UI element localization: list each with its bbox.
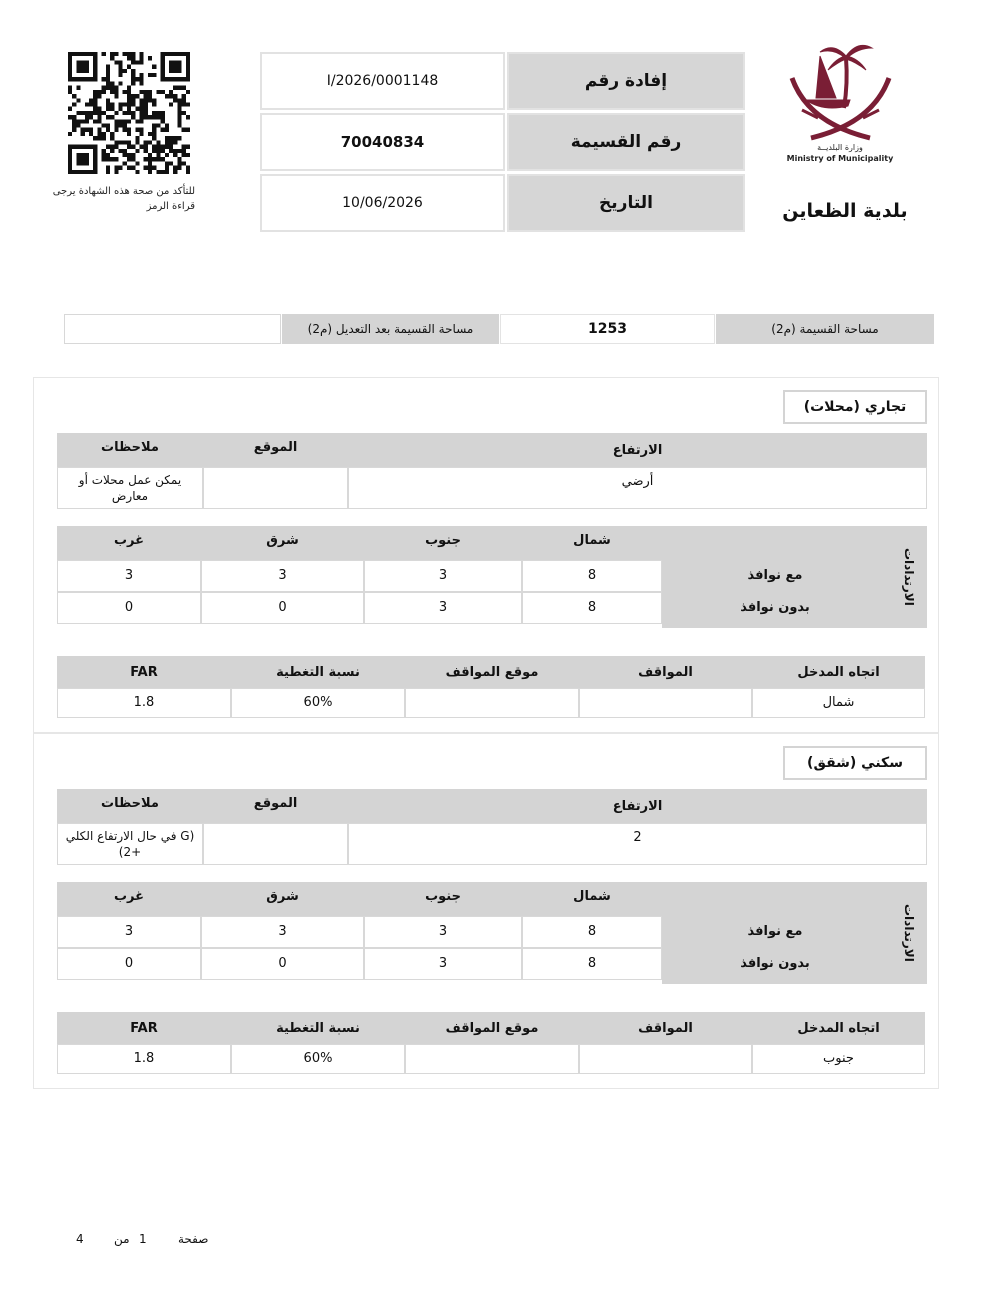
north-without-windows: 8 bbox=[522, 592, 662, 624]
setbacks-side-label: الارتدادات bbox=[902, 548, 916, 606]
municipality-name: بلدية الظعاين bbox=[782, 200, 908, 222]
date-label: التاريخ bbox=[507, 174, 745, 232]
height-header: الارتفاع bbox=[612, 442, 663, 458]
north-header: شمال bbox=[573, 532, 611, 548]
coverage-header: نسبة التغطية bbox=[276, 1020, 360, 1036]
far-header: FAR bbox=[130, 664, 158, 680]
north-with-windows: 8 bbox=[522, 916, 662, 948]
coverage-value: 60% bbox=[231, 688, 405, 718]
parking-location-value bbox=[405, 688, 579, 718]
south-without-windows: 3 bbox=[364, 592, 522, 624]
footer-of-word: من bbox=[114, 1232, 130, 1246]
south-with-windows: 3 bbox=[364, 560, 522, 592]
date-value: 10/06/2026 bbox=[260, 174, 505, 232]
entrance-header: اتجاه المدخل bbox=[797, 1020, 880, 1036]
without-windows-label: بدون نوافذ bbox=[740, 955, 810, 971]
south-header: جنوب bbox=[425, 888, 461, 904]
modified-area-label: مساحة القسيمة بعد التعديل (م2) bbox=[282, 314, 499, 344]
location-header: الموقع bbox=[253, 795, 298, 811]
west-header: غرب bbox=[113, 532, 145, 548]
north-without-windows: 8 bbox=[522, 948, 662, 980]
east-header: شرق bbox=[266, 888, 299, 904]
height-value: 2 bbox=[348, 823, 927, 865]
plot-area-label: مساحة القسيمة (م2) bbox=[716, 314, 934, 344]
modified-area-value bbox=[64, 314, 281, 344]
west-without-windows: 0 bbox=[57, 948, 201, 980]
location-header: الموقع bbox=[253, 439, 298, 455]
setbacks-side-label: الارتدادات bbox=[902, 904, 916, 962]
parking-location-header: موقع المواقف bbox=[445, 1020, 539, 1036]
logo-arabic-text: وزارة البلديــة bbox=[817, 143, 863, 152]
parking-header: المواقف bbox=[638, 664, 693, 680]
west-with-windows: 3 bbox=[57, 916, 201, 948]
east-without-windows: 0 bbox=[201, 948, 364, 980]
notes-header: ملاحظات bbox=[101, 439, 159, 455]
ministry-logo bbox=[778, 38, 903, 173]
south-with-windows: 3 bbox=[364, 916, 522, 948]
coverage-header: نسبة التغطية bbox=[276, 664, 360, 680]
far-header: FAR bbox=[130, 1020, 158, 1036]
qr-caption: للتأكد من صحة هذه الشهادة يرجى قراءة الرمز bbox=[52, 186, 195, 212]
east-header: شرق bbox=[266, 532, 299, 548]
far-value: 1.8 bbox=[57, 688, 231, 718]
west-without-windows: 0 bbox=[57, 592, 201, 624]
height-header: الارتفاع bbox=[612, 798, 663, 814]
statement-number-value: I/2026/0001148 bbox=[260, 52, 505, 110]
footer-total-pages: 4 bbox=[76, 1232, 84, 1246]
east-without-windows: 0 bbox=[201, 592, 364, 624]
qr-code bbox=[68, 52, 190, 174]
east-with-windows: 3 bbox=[201, 560, 364, 592]
entrance-value: جنوب bbox=[752, 1044, 925, 1074]
footer-page-word: صفحة bbox=[178, 1232, 209, 1246]
location-value bbox=[203, 467, 348, 509]
north-header: شمال bbox=[573, 888, 611, 904]
with-windows-label: مع نوافذ bbox=[747, 567, 803, 583]
notes-value: (G في حال الارتفاع الكلي +2) bbox=[57, 823, 203, 865]
parking-value bbox=[579, 688, 752, 718]
east-with-windows: 3 bbox=[201, 916, 364, 948]
parking-location-value bbox=[405, 1044, 579, 1074]
west-header: غرب bbox=[113, 888, 145, 904]
notes-value: يمكن عمل محلات أو معارض bbox=[57, 467, 203, 509]
without-windows-label: بدون نوافذ bbox=[740, 599, 810, 615]
location-value bbox=[203, 823, 348, 865]
height-value: أرضي bbox=[348, 467, 927, 509]
plot-area-value: 1253 bbox=[500, 314, 715, 344]
plot-number-label: رقم القسيمة bbox=[507, 113, 745, 171]
residential-section-tag: سكني (شقق) bbox=[783, 746, 927, 780]
south-without-windows: 3 bbox=[364, 948, 522, 980]
commercial-section-tag: تجاري (محلات) bbox=[783, 390, 927, 424]
logo-english-text: Ministry of Municipality bbox=[786, 154, 894, 163]
north-with-windows: 8 bbox=[522, 560, 662, 592]
plot-number-value: 70040834 bbox=[260, 113, 505, 171]
coverage-value: 60% bbox=[231, 1044, 405, 1074]
statement-number-label: إفادة رقم bbox=[507, 52, 745, 110]
parking-location-header: موقع المواقف bbox=[445, 664, 539, 680]
west-with-windows: 3 bbox=[57, 560, 201, 592]
entrance-header: اتجاه المدخل bbox=[797, 664, 880, 680]
south-header: جنوب bbox=[425, 532, 461, 548]
parking-header: المواقف bbox=[638, 1020, 693, 1036]
notes-header: ملاحظات bbox=[101, 795, 159, 811]
entrance-value: شمال bbox=[752, 688, 925, 718]
footer-page-number: 1 bbox=[139, 1232, 147, 1246]
far-value: 1.8 bbox=[57, 1044, 231, 1074]
with-windows-label: مع نوافذ bbox=[747, 923, 803, 939]
parking-value bbox=[579, 1044, 752, 1074]
